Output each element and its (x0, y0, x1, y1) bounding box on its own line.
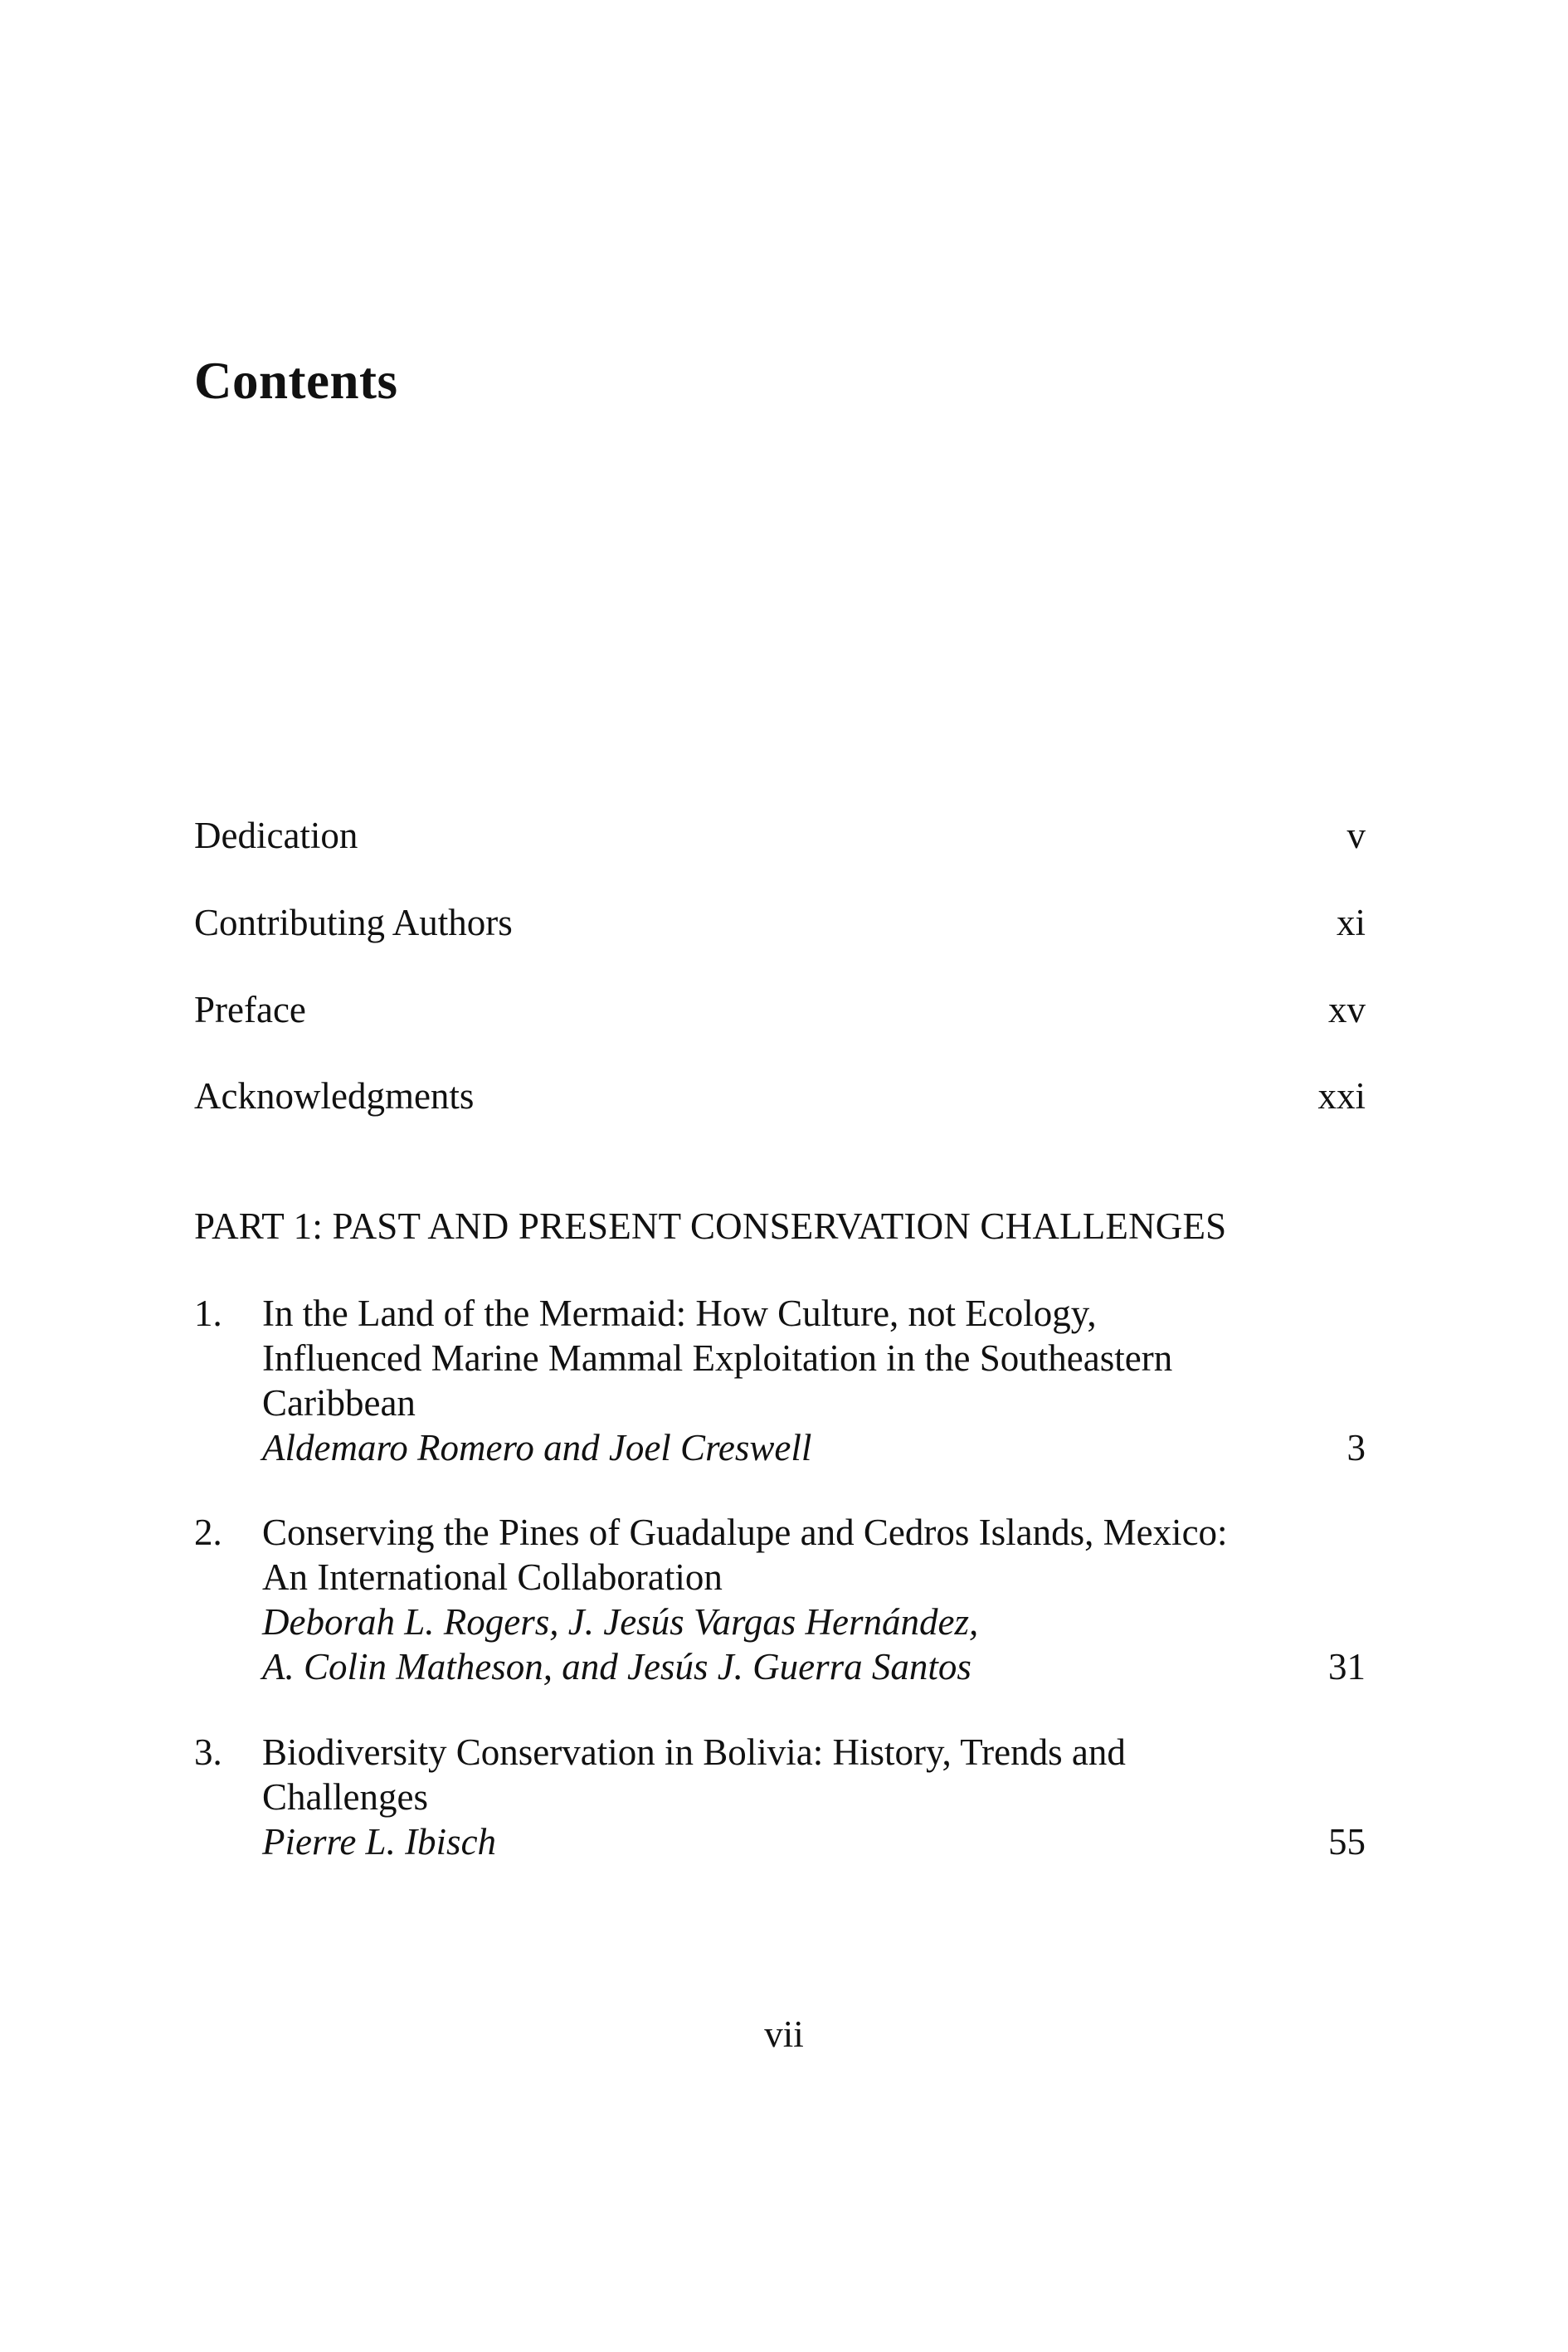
toc-entry-contributing-authors[interactable] (194, 900, 1366, 945)
chapter-title-line: In the Land of the Mermaid: How Culture, not Ecology, (262, 1293, 1097, 1334)
chapter-number: 1. (194, 1293, 222, 1334)
chapter-body (262, 1730, 1241, 1864)
toc-entry-label: Preface (194, 989, 306, 1030)
chapter-title-line: Conserving the Pines of Guadalupe and Cedros Islands, Mexico: (262, 1512, 1228, 1553)
toc-entry-label: Acknowledgments (194, 1075, 475, 1117)
chapter-number: 2. (194, 1512, 222, 1553)
chapter-page: 3 (1346, 1427, 1366, 1468)
chapter-title-line: Challenges (262, 1776, 428, 1818)
chapter-title-line: Caribbean (262, 1382, 416, 1424)
toc-chapter-1[interactable] (194, 1291, 1366, 1470)
chapter-authors: Deborah L. Rogers, J. Jesús Vargas Hernández, (262, 1601, 979, 1643)
toc-entry-page: v (1346, 815, 1366, 856)
toc-entry-page: xi (1336, 902, 1366, 943)
chapter-title-line: Influenced Marine Mammal Exploitation in the Southeastern (262, 1337, 1173, 1379)
chapter-title-line: Biodiversity Conservation in Bolivia: History, Trends and (262, 1731, 1126, 1773)
chapter-authors: Aldemaro Romero and Joel Creswell (262, 1427, 812, 1468)
chapter-number: 3. (194, 1731, 222, 1773)
toc-entry-acknowledgments[interactable] (194, 1074, 1366, 1118)
toc-entry-dedication[interactable] (194, 813, 1366, 858)
page-folio: vii (764, 2014, 804, 2055)
chapter-body (262, 1291, 1241, 1470)
toc-entry-label: Dedication (194, 815, 358, 856)
toc-entry-label: Contributing Authors (194, 902, 513, 943)
toc-chapter-3[interactable] (194, 1730, 1366, 1864)
chapter-page: 55 (1328, 1821, 1366, 1863)
chapter-page: 31 (1328, 1646, 1366, 1687)
page-title: Contents (194, 352, 398, 410)
chapter-authors: Pierre L. Ibisch (262, 1821, 497, 1863)
chapter-title-line: An International Collaboration (262, 1556, 723, 1598)
chapter-authors: A. Colin Matheson, and Jesús J. Guerra Santos (262, 1646, 971, 1687)
toc-chapter-2[interactable] (194, 1510, 1366, 1689)
toc-entry-page: xxi (1317, 1075, 1366, 1117)
part-heading: PART 1: PAST AND PRESENT CONSERVATION CHALLENGES (194, 1205, 1227, 1247)
toc-entry-page: xv (1328, 989, 1366, 1030)
chapter-body (262, 1510, 1241, 1689)
toc-entry-preface[interactable] (194, 987, 1366, 1032)
